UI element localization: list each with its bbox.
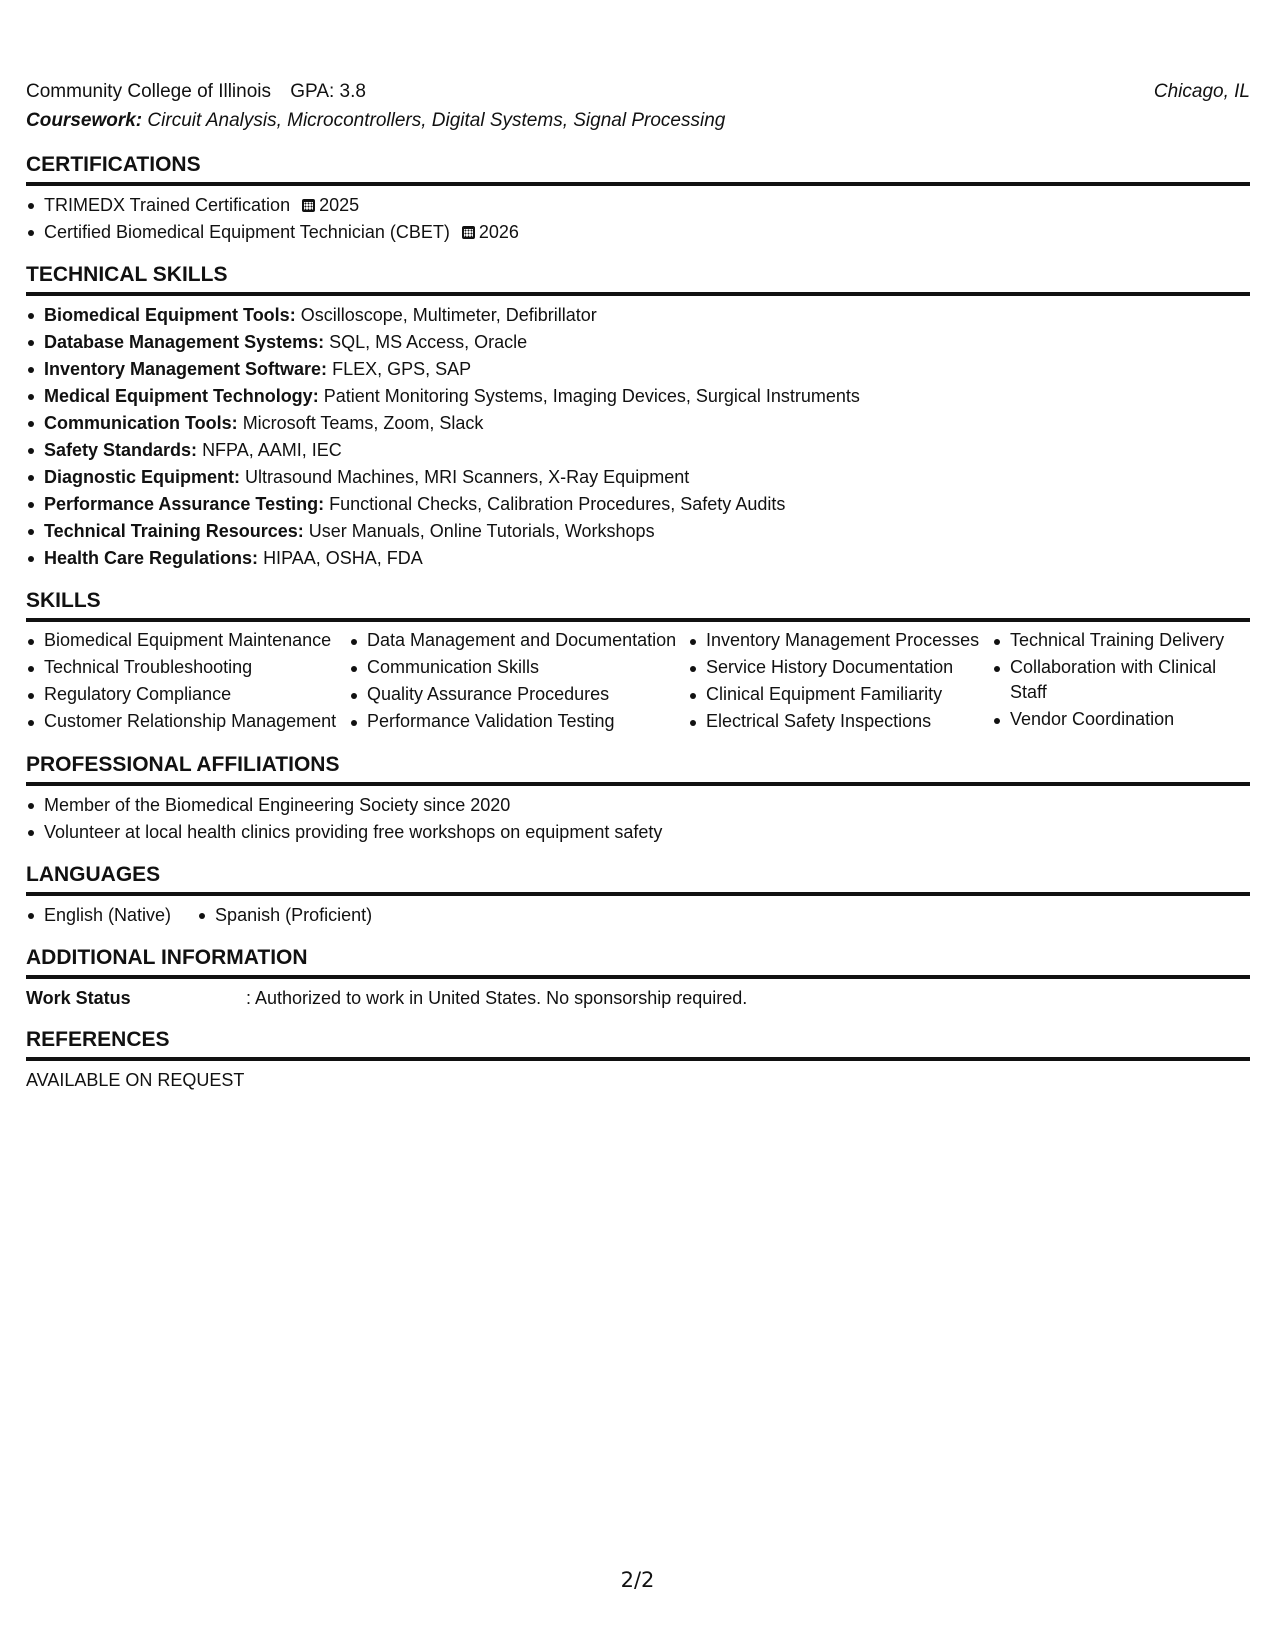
skills-section bbox=[26, 588, 1250, 736]
education-school-gpa bbox=[26, 78, 366, 106]
calendar-icon bbox=[302, 199, 315, 212]
list-item: Performance Validation Testing bbox=[349, 709, 688, 734]
list-item: Biomedical Equipment Maintenance bbox=[26, 628, 349, 653]
school-name: Community College of Illinois bbox=[26, 81, 271, 102]
certification-year: 2026 bbox=[478, 222, 519, 242]
skill-values: HIPAA, OSHA, FDA bbox=[263, 548, 423, 568]
gpa: GPA: 3.8 bbox=[290, 81, 366, 102]
languages-section bbox=[26, 862, 1250, 929]
list-item: Collaboration with Clinical Staff bbox=[992, 655, 1250, 705]
skill-values: Oscilloscope, Multimeter, Defibrillator bbox=[300, 305, 597, 325]
list-item: Regulatory Compliance bbox=[26, 682, 349, 707]
skill-values: SQL, MS Access, Oracle bbox=[329, 332, 528, 352]
list-item bbox=[26, 356, 1250, 383]
skills-column bbox=[688, 628, 992, 736]
list-item bbox=[26, 491, 1250, 518]
languages-list bbox=[26, 902, 398, 929]
skill-values: Functional Checks, Calibration Procedures, Safety Audits bbox=[329, 494, 786, 514]
list-item: Clinical Equipment Familiarity bbox=[688, 682, 992, 707]
technical-skills-section bbox=[26, 262, 1250, 572]
list-item bbox=[26, 437, 1250, 464]
education-row bbox=[26, 78, 1250, 106]
page-number: 2/2 bbox=[620, 1568, 655, 1592]
skill-values: FLEX, GPS, SAP bbox=[332, 359, 472, 379]
skill-category: Diagnostic Equipment: bbox=[44, 467, 241, 487]
list-item: Data Management and Documentation bbox=[349, 628, 688, 653]
additional-info-section bbox=[26, 945, 1250, 1011]
list-item: Customer Relationship Management bbox=[26, 709, 349, 734]
skill-category: Technical Training Resources: bbox=[44, 521, 304, 541]
section-title-certifications: CERTIFICATIONS bbox=[26, 152, 1250, 186]
calendar-icon bbox=[462, 226, 475, 239]
list-item: Spanish (Proficient) bbox=[197, 902, 372, 929]
work-status-label: Work Status bbox=[26, 988, 131, 1008]
skill-category: Safety Standards: bbox=[44, 440, 198, 460]
work-status-value: : Authorized to work in United States. No sponsorship required. bbox=[246, 988, 748, 1008]
list-item: Service History Documentation bbox=[688, 655, 992, 680]
skill-category: Performance Assurance Testing: bbox=[44, 494, 325, 514]
education-block bbox=[26, 78, 1250, 136]
school-location: Chicago, IL bbox=[1153, 81, 1250, 102]
skills-grid bbox=[26, 628, 1250, 736]
section-title-languages: LANGUAGES bbox=[26, 862, 1250, 896]
technical-skills-list bbox=[26, 302, 1250, 572]
section-title-technical-skills: TECHNICAL SKILLS bbox=[26, 262, 1250, 296]
section-title-skills: SKILLS bbox=[26, 588, 1250, 622]
certifications-list bbox=[26, 192, 1250, 246]
skill-values: Microsoft Teams, Zoom, Slack bbox=[242, 413, 484, 433]
section-title-references: REFERENCES bbox=[26, 1027, 1250, 1061]
list-item: Volunteer at local health clinics providing free workshops on equipment safety bbox=[26, 819, 1250, 846]
list-item bbox=[26, 219, 1250, 246]
section-title-affiliations: PROFESSIONAL AFFILIATIONS bbox=[26, 752, 1250, 786]
skill-category: Health Care Regulations: bbox=[44, 548, 259, 568]
skill-category: Medical Equipment Technology: bbox=[44, 386, 319, 406]
skill-category: Biomedical Equipment Tools: bbox=[44, 305, 296, 325]
references-text: AVAILABLE ON REQUEST bbox=[26, 1070, 245, 1090]
coursework bbox=[26, 106, 1250, 136]
skills-column bbox=[26, 628, 349, 736]
list-item bbox=[26, 383, 1250, 410]
list-item: Member of the Biomedical Engineering Society since 2020 bbox=[26, 792, 1250, 819]
list-item: Communication Skills bbox=[349, 655, 688, 680]
resume-page bbox=[26, 78, 1250, 1093]
list-item: English (Native) bbox=[26, 902, 171, 929]
list-item: Vendor Coordination bbox=[992, 707, 1250, 732]
skills-column bbox=[992, 628, 1250, 736]
skill-category: Communication Tools: bbox=[44, 413, 238, 433]
list-item bbox=[26, 545, 1250, 572]
section-title-additional-info: ADDITIONAL INFORMATION bbox=[26, 945, 1250, 979]
affiliations-list bbox=[26, 792, 1250, 846]
list-item bbox=[26, 329, 1250, 356]
list-item bbox=[26, 518, 1250, 545]
skill-values: Patient Monitoring Systems, Imaging Devices, Surgical Instruments bbox=[323, 386, 860, 406]
list-item: Quality Assurance Procedures bbox=[349, 682, 688, 707]
list-item bbox=[26, 192, 1250, 219]
coursework-label: Coursework: bbox=[26, 110, 143, 131]
list-item bbox=[26, 410, 1250, 437]
certifications-section bbox=[26, 152, 1250, 246]
certification-year: 2025 bbox=[319, 195, 360, 215]
skill-values: User Manuals, Online Tutorials, Workshops bbox=[308, 521, 655, 541]
certification-name: Certified Biomedical Equipment Technician (CBET) bbox=[44, 222, 450, 242]
skill-values: NFPA, AAMI, IEC bbox=[202, 440, 342, 460]
work-status-row bbox=[26, 985, 1250, 1011]
list-item: Technical Troubleshooting bbox=[26, 655, 349, 680]
languages-row bbox=[26, 902, 1250, 929]
list-item: Electrical Safety Inspections bbox=[688, 709, 992, 734]
list-item bbox=[26, 464, 1250, 491]
references-section bbox=[26, 1027, 1250, 1093]
skill-values: Ultrasound Machines, MRI Scanners, X-Ray Equipment bbox=[245, 467, 690, 487]
list-item: Technical Training Delivery bbox=[992, 628, 1250, 653]
skill-category: Inventory Management Software: bbox=[44, 359, 328, 379]
skills-column bbox=[349, 628, 688, 736]
skill-category: Database Management Systems: bbox=[44, 332, 325, 352]
affiliations-section bbox=[26, 752, 1250, 846]
certification-name: TRIMEDX Trained Certification bbox=[44, 195, 291, 215]
coursework-list: Circuit Analysis, Microcontrollers, Digital Systems, Signal Processing bbox=[147, 110, 726, 131]
list-item: Inventory Management Processes bbox=[688, 628, 992, 653]
list-item bbox=[26, 302, 1250, 329]
